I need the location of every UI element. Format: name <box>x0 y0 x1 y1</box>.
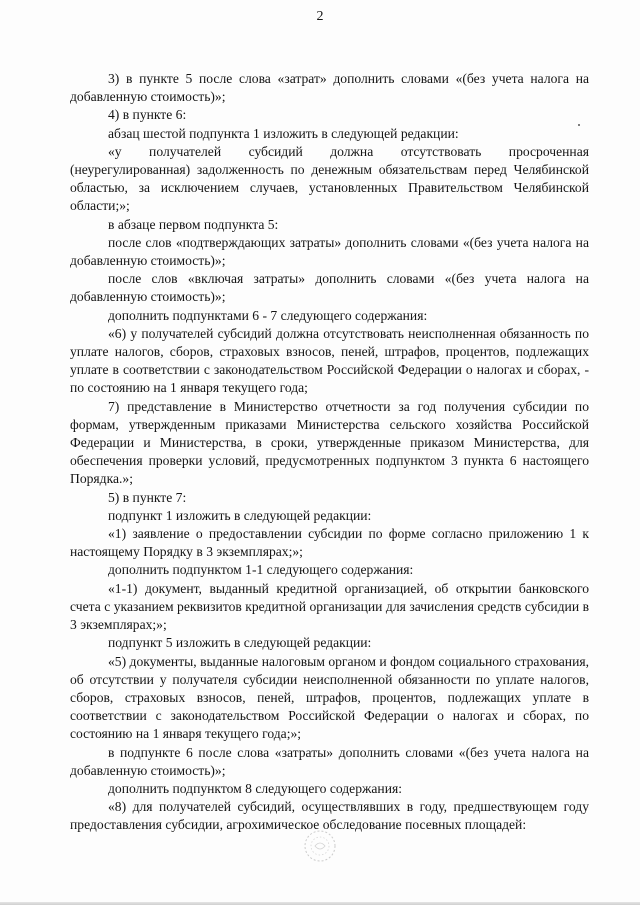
paragraph: «1-1) документ, выданный кредитной организацией, об открытии банковского счета с указанием реквизитов кредитной организации для зачисления средств субсидии в 3 экземплярах;»; <box>70 580 589 633</box>
paragraph: подпункт 1 изложить в следующей редакции: <box>108 507 372 523</box>
paragraph: в подпункте 6 после слова «затраты» дополнить словами «(без учета налога на добавленную стоимость)»; <box>70 744 589 778</box>
paragraph: подпункт 5 изложить в следующей редакции: <box>108 635 372 651</box>
paragraph: «8) для получателей субсидий, осуществлявших в году, предшествующем году предоставления субсидии, агрохимическое обследование посевных площадей: <box>70 799 589 833</box>
paragraph: 3) в пункте 5 после слова «затрат» дополнить словами «(без учета налога на добавленную стоимость)»; <box>70 71 589 105</box>
paragraph: «у получателей субсидий должна отсутствовать просроченная (неурегулированная) задолженность по денежным обязательствам перед Челябинской областью, за исключением случаев, установленных Правительством Челябинской области;»; <box>70 143 589 214</box>
paragraph: после слов «включая затраты» дополнить словами «(без учета налога на добавленную стоимость)»; <box>70 271 589 305</box>
faint-seal-stamp <box>302 828 338 864</box>
paragraph: после слов «подтверждающих затраты» дополнить словами «(без учета налога на добавленную стоимость)»; <box>70 234 589 269</box>
paragraph: дополнить подпунктами 6 - 7 следующего содержания: <box>108 307 428 323</box>
paragraph: 4) в пункте 6: <box>108 107 187 123</box>
paragraph: «6) у получателей субсидий должна отсутствовать неисполненная обязанность по уплате налогов, сборов, страховых взносов, пеней, штрафов, процентов, подлежащих уплате в соответствии с законодательством Российской Федерации о налогах и сборах, - по состоянию на 1 января текущего года; <box>70 325 589 396</box>
document-body <box>70 70 589 835</box>
page-number: 2 <box>316 9 324 24</box>
paragraph: в абзаце первом подпункта 5: <box>108 216 279 232</box>
paragraph: абзац шестой подпункта 1 изложить в следующей редакции: <box>108 125 459 141</box>
paragraph: дополнить подпунктом 1-1 следующего содержания: <box>108 562 414 578</box>
paragraph: «5) документы, выданные налоговым органом и фондом социального страхования, об отсутствии у получателя субсидии неисполненной обязанности по уплате налогов, сборов, страховых взносов, пеней, штрафов, процентов, подлежащих уплате в соответствии с законодательством Российской Федерации о налогах и сборах, по состоянию на 1 января текущего года;»; <box>70 653 589 742</box>
paragraph: 7) представление в Министерство отчетности за год получения субсидии по формам, утвержденным приказами Министерства сельского хозяйства Российской Федерации и Министерства, в сроки, утвержденные приказом Министерства, для обеспечения проверки условий, предусмотренных подпунктом 3 пункта 6 настоящего Порядка.»; <box>70 398 589 487</box>
paragraph: дополнить подпунктом 8 следующего содержания: <box>108 780 403 796</box>
paragraph: 5) в пункте 7: <box>108 489 187 505</box>
paragraph: «1) заявление о предоставлении субсидии по форме согласно приложению 1 к настоящему Порядку в 3 экземплярах;»; <box>70 526 589 560</box>
